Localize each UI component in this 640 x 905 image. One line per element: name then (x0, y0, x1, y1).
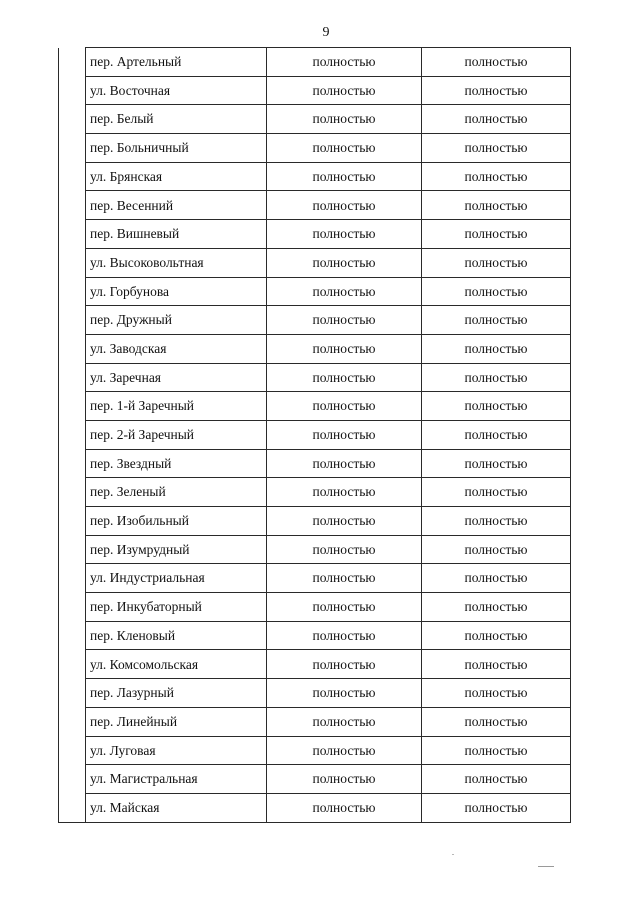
coverage-cell: полностью (267, 248, 422, 277)
table-row (59, 363, 571, 392)
coverage-cell: полностью (422, 334, 571, 363)
coverage-cell: полностью (422, 793, 571, 822)
coverage-cell: полностью (267, 105, 422, 134)
street-name-cell: пер. Зеленый (86, 478, 267, 507)
row-number-cell (59, 765, 86, 794)
coverage-cell: полностью (422, 736, 571, 765)
table-row (59, 76, 571, 105)
table-row (59, 765, 571, 794)
coverage-cell: полностью (422, 507, 571, 536)
coverage-cell: полностью (267, 707, 422, 736)
table-row (59, 248, 571, 277)
table-row (59, 449, 571, 478)
street-name-cell: пер. Инкубаторный (86, 593, 267, 622)
row-number-cell (59, 191, 86, 220)
street-name-cell: ул. Высоковольтная (86, 248, 267, 277)
street-name-cell: ул. Майская (86, 793, 267, 822)
row-number-cell (59, 306, 86, 335)
street-name-cell: ул. Комсомольская (86, 650, 267, 679)
street-name-cell: ул. Луговая (86, 736, 267, 765)
street-name-cell: пер. Изобильный (86, 507, 267, 536)
street-name-cell: пер. Весенний (86, 191, 267, 220)
coverage-cell: полностью (267, 162, 422, 191)
row-number-cell (59, 621, 86, 650)
coverage-cell: полностью (422, 621, 571, 650)
row-number-cell (59, 679, 86, 708)
coverage-cell: полностью (422, 277, 571, 306)
coverage-cell: полностью (267, 564, 422, 593)
coverage-cell: полностью (267, 334, 422, 363)
row-number-cell (59, 334, 86, 363)
coverage-cell: полностью (422, 593, 571, 622)
row-number-cell (59, 134, 86, 163)
coverage-cell: полностью (422, 248, 571, 277)
street-name-cell: ул. Заречная (86, 363, 267, 392)
street-name-cell: ул. Восточная (86, 76, 267, 105)
street-name-cell: пер. 2-й Заречный (86, 420, 267, 449)
row-number-cell (59, 392, 86, 421)
street-name-cell: пер. Изумрудный (86, 535, 267, 564)
street-name-cell: пер. Дружный (86, 306, 267, 335)
coverage-cell: полностью (267, 48, 422, 77)
coverage-cell: полностью (267, 679, 422, 708)
street-table (58, 47, 571, 823)
coverage-cell: полностью (422, 306, 571, 335)
table-row (59, 707, 571, 736)
row-number-cell (59, 535, 86, 564)
table-row (59, 105, 571, 134)
table-row (59, 420, 571, 449)
table-row (59, 220, 571, 249)
coverage-cell: полностью (267, 134, 422, 163)
street-name-cell: пер. 1-й Заречный (86, 392, 267, 421)
street-name-cell: ул. Магистральная (86, 765, 267, 794)
coverage-cell: полностью (267, 507, 422, 536)
street-name-cell: пер. Линейный (86, 707, 267, 736)
street-name-cell: пер. Звездный (86, 449, 267, 478)
scan-artifact (538, 866, 554, 867)
coverage-cell: полностью (422, 679, 571, 708)
table-row (59, 507, 571, 536)
coverage-cell: полностью (422, 564, 571, 593)
street-name-cell: пер. Белый (86, 105, 267, 134)
street-table-container (58, 47, 571, 823)
table-row (59, 593, 571, 622)
coverage-cell: полностью (422, 650, 571, 679)
street-name-cell: ул. Индустриальная (86, 564, 267, 593)
row-number-cell (59, 507, 86, 536)
table-row (59, 306, 571, 335)
street-name-cell: пер. Лазурный (86, 679, 267, 708)
coverage-cell: полностью (267, 306, 422, 335)
coverage-cell: полностью (267, 392, 422, 421)
coverage-cell: полностью (267, 478, 422, 507)
street-name-cell: пер. Вишневый (86, 220, 267, 249)
coverage-cell: полностью (422, 76, 571, 105)
table-row (59, 736, 571, 765)
coverage-cell: полностью (422, 191, 571, 220)
row-number-cell (59, 48, 86, 77)
table-row (59, 793, 571, 822)
row-number-cell (59, 363, 86, 392)
street-name-cell: пер. Кленовый (86, 621, 267, 650)
coverage-cell: полностью (267, 793, 422, 822)
coverage-cell: полностью (422, 363, 571, 392)
coverage-cell: полностью (267, 449, 422, 478)
coverage-cell: полностью (267, 650, 422, 679)
coverage-cell: полностью (267, 736, 422, 765)
table-row (59, 535, 571, 564)
coverage-cell: полностью (267, 593, 422, 622)
street-name-cell: пер. Больничный (86, 134, 267, 163)
row-number-cell (59, 707, 86, 736)
coverage-cell: полностью (422, 105, 571, 134)
coverage-cell: полностью (267, 363, 422, 392)
coverage-cell: полностью (422, 162, 571, 191)
coverage-cell: полностью (267, 765, 422, 794)
coverage-cell: полностью (267, 277, 422, 306)
table-row (59, 162, 571, 191)
street-name-cell: ул. Брянская (86, 162, 267, 191)
table-row (59, 392, 571, 421)
row-number-cell (59, 420, 86, 449)
row-number-cell (59, 564, 86, 593)
row-number-cell (59, 105, 86, 134)
coverage-cell: полностью (267, 76, 422, 105)
table-row (59, 621, 571, 650)
page-number: 9 (322, 25, 330, 40)
table-row (59, 277, 571, 306)
table-row (59, 191, 571, 220)
coverage-cell: полностью (422, 220, 571, 249)
coverage-cell: полностью (422, 449, 571, 478)
table-row (59, 134, 571, 163)
row-number-cell (59, 593, 86, 622)
coverage-cell: полностью (267, 420, 422, 449)
row-number-cell (59, 76, 86, 105)
coverage-cell: полностью (422, 420, 571, 449)
street-name-cell: ул. Заводская (86, 334, 267, 363)
table-row (59, 48, 571, 77)
table-row (59, 679, 571, 708)
row-number-cell (59, 220, 86, 249)
coverage-cell: полностью (422, 535, 571, 564)
coverage-cell: полностью (267, 535, 422, 564)
table-body (59, 48, 571, 823)
coverage-cell: полностью (267, 621, 422, 650)
coverage-cell: полностью (422, 134, 571, 163)
row-number-cell (59, 162, 86, 191)
row-number-cell (59, 478, 86, 507)
row-number-cell (59, 793, 86, 822)
row-number-cell (59, 736, 86, 765)
table-row (59, 650, 571, 679)
coverage-cell: полностью (422, 765, 571, 794)
row-number-cell (59, 277, 86, 306)
scan-artifact (452, 854, 454, 855)
coverage-cell: полностью (422, 707, 571, 736)
coverage-cell: полностью (422, 478, 571, 507)
coverage-cell: полностью (422, 48, 571, 77)
coverage-cell: полностью (422, 392, 571, 421)
row-number-cell (59, 248, 86, 277)
street-name-cell: пер. Артельный (86, 48, 267, 77)
table-row (59, 334, 571, 363)
coverage-cell: полностью (267, 220, 422, 249)
row-number-cell (59, 650, 86, 679)
row-number-cell (59, 449, 86, 478)
coverage-cell: полностью (267, 191, 422, 220)
street-name-cell: ул. Горбунова (86, 277, 267, 306)
table-row (59, 478, 571, 507)
table-row (59, 564, 571, 593)
